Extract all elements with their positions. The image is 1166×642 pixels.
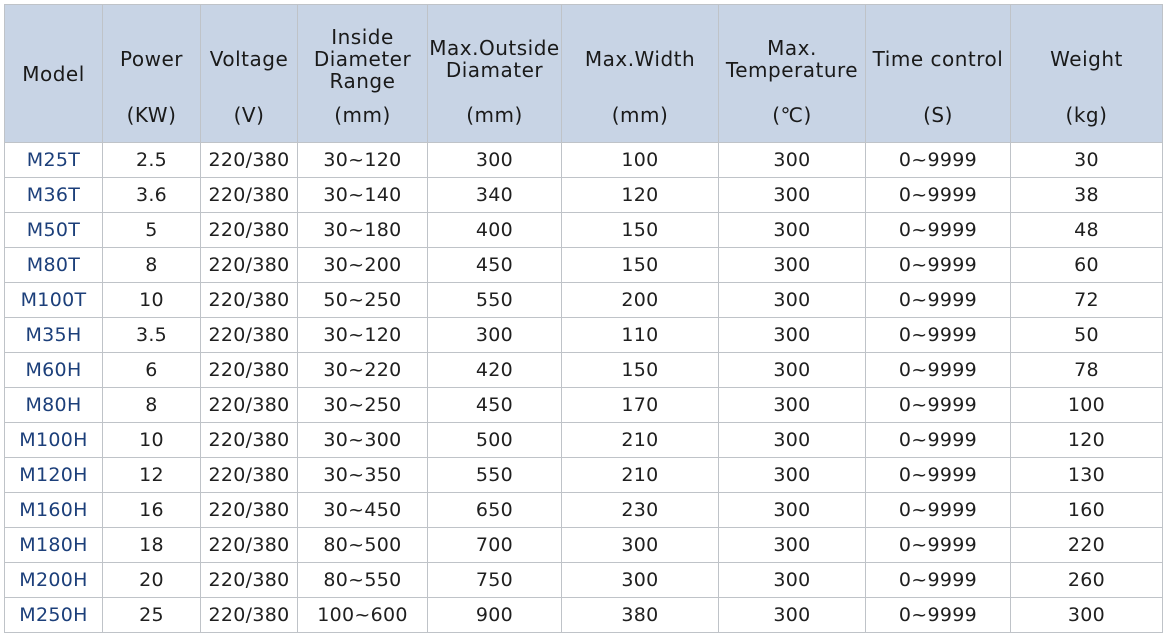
column-header-unit: (S) <box>923 103 953 127</box>
table-cell: 30~350 <box>298 458 428 493</box>
table-cell: 300 <box>719 283 866 318</box>
table-cell: 340 <box>428 178 562 213</box>
model-cell: M200H <box>5 563 103 598</box>
table-cell: 220/380 <box>201 598 298 633</box>
table-cell: 10 <box>103 283 201 318</box>
table-cell: 8 <box>103 388 201 423</box>
table-row <box>5 563 1163 598</box>
column-header-unit: (mm) <box>611 103 669 127</box>
table-cell: 220/380 <box>201 458 298 493</box>
table-cell: 6 <box>103 353 201 388</box>
model-cell: M250H <box>5 598 103 633</box>
table-cell: 0~9999 <box>866 528 1011 563</box>
table-cell: 12 <box>103 458 201 493</box>
table-cell: 0~9999 <box>866 493 1011 528</box>
table-cell: 0~9999 <box>866 143 1011 178</box>
column-header <box>866 5 1011 143</box>
table-cell: 220/380 <box>201 493 298 528</box>
table-row <box>5 388 1163 423</box>
table-cell: 300 <box>719 423 866 458</box>
table-cell: 300 <box>719 353 866 388</box>
table-cell: 220/380 <box>201 353 298 388</box>
column-header <box>5 5 103 143</box>
column-header-label: Max.Width <box>584 47 696 71</box>
table-row <box>5 423 1163 458</box>
table-cell: 650 <box>428 493 562 528</box>
column-header-unit: (KW) <box>126 103 177 127</box>
table-cell: 80~550 <box>298 563 428 598</box>
table-cell: 30~220 <box>298 353 428 388</box>
table-cell: 30~180 <box>298 213 428 248</box>
column-header <box>103 5 201 143</box>
table-cell: 0~9999 <box>866 353 1011 388</box>
table-cell: 48 <box>1011 213 1163 248</box>
model-cell: M25T <box>5 143 103 178</box>
column-header-unit: (kg) <box>1065 103 1108 127</box>
model-cell: M36T <box>5 178 103 213</box>
model-cell: M120H <box>5 458 103 493</box>
table-row <box>5 528 1163 563</box>
table-header <box>5 5 1163 143</box>
table-cell: 0~9999 <box>866 563 1011 598</box>
table-cell: 300 <box>719 528 866 563</box>
table-cell: 450 <box>428 388 562 423</box>
column-header-label: Inside Diameter Range <box>313 25 412 93</box>
model-cell: M160H <box>5 493 103 528</box>
table-cell: 120 <box>562 178 719 213</box>
table-cell: 900 <box>428 598 562 633</box>
table-cell: 0~9999 <box>866 598 1011 633</box>
table-cell: 210 <box>562 458 719 493</box>
column-header <box>201 5 298 143</box>
header-row <box>5 5 1163 143</box>
table-cell: 750 <box>428 563 562 598</box>
table-cell: 150 <box>562 213 719 248</box>
table-row <box>5 213 1163 248</box>
table-cell: 100~600 <box>298 598 428 633</box>
table-cell: 72 <box>1011 283 1163 318</box>
table-row <box>5 283 1163 318</box>
model-cell: M100T <box>5 283 103 318</box>
table-row <box>5 493 1163 528</box>
table-cell: 300 <box>719 388 866 423</box>
model-cell: M180H <box>5 528 103 563</box>
table-cell: 450 <box>428 248 562 283</box>
column-header-label: Model <box>22 61 85 86</box>
table-cell: 18 <box>103 528 201 563</box>
table-cell: 8 <box>103 248 201 283</box>
table-cell: 300 <box>1011 598 1163 633</box>
table-cell: 300 <box>719 248 866 283</box>
table-cell: 30~250 <box>298 388 428 423</box>
column-header <box>1011 5 1163 143</box>
table-cell: 60 <box>1011 248 1163 283</box>
table-cell: 210 <box>562 423 719 458</box>
table-cell: 700 <box>428 528 562 563</box>
table-cell: 300 <box>719 178 866 213</box>
table-cell: 400 <box>428 213 562 248</box>
table-cell: 30~120 <box>298 318 428 353</box>
table-cell: 220/380 <box>201 528 298 563</box>
column-header-unit: (℃) <box>772 103 812 127</box>
table-cell: 0~9999 <box>866 458 1011 493</box>
table-cell: 50~250 <box>298 283 428 318</box>
table-cell: 30~200 <box>298 248 428 283</box>
table-cell: 5 <box>103 213 201 248</box>
table-cell: 220/380 <box>201 143 298 178</box>
table-row <box>5 353 1163 388</box>
column-header-label: Time control <box>872 47 1004 71</box>
table-cell: 3.6 <box>103 178 201 213</box>
table-cell: 220/380 <box>201 213 298 248</box>
table-cell: 380 <box>562 598 719 633</box>
table-cell: 160 <box>1011 493 1163 528</box>
table-cell: 100 <box>562 143 719 178</box>
table-row <box>5 318 1163 353</box>
table-cell: 2.5 <box>103 143 201 178</box>
table-cell: 0~9999 <box>866 178 1011 213</box>
table-cell: 220 <box>1011 528 1163 563</box>
table-cell: 20 <box>103 563 201 598</box>
table-cell: 30~450 <box>298 493 428 528</box>
table-cell: 120 <box>1011 423 1163 458</box>
column-header-label: Max.Outside Diamater <box>429 36 560 82</box>
table-cell: 30~300 <box>298 423 428 458</box>
table-cell: 300 <box>719 318 866 353</box>
table-cell: 0~9999 <box>866 213 1011 248</box>
table-cell: 50 <box>1011 318 1163 353</box>
model-cell: M60H <box>5 353 103 388</box>
table-body <box>5 143 1163 633</box>
table-cell: 300 <box>428 318 562 353</box>
table-cell: 110 <box>562 318 719 353</box>
model-cell: M50T <box>5 213 103 248</box>
table-row <box>5 248 1163 283</box>
model-cell: M80H <box>5 388 103 423</box>
table-cell: 10 <box>103 423 201 458</box>
table-cell: 130 <box>1011 458 1163 493</box>
spec-table <box>4 4 1163 633</box>
table-cell: 150 <box>562 248 719 283</box>
table-cell: 220/380 <box>201 563 298 598</box>
table-cell: 150 <box>562 353 719 388</box>
column-header <box>298 5 428 143</box>
column-header <box>562 5 719 143</box>
table-cell: 420 <box>428 353 562 388</box>
table-cell: 0~9999 <box>866 318 1011 353</box>
table-cell: 220/380 <box>201 318 298 353</box>
table-cell: 300 <box>719 563 866 598</box>
table-cell: 80~500 <box>298 528 428 563</box>
table-cell: 0~9999 <box>866 423 1011 458</box>
table-row <box>5 598 1163 633</box>
table-cell: 220/380 <box>201 423 298 458</box>
table-row <box>5 143 1163 178</box>
table-cell: 300 <box>428 143 562 178</box>
table-cell: 38 <box>1011 178 1163 213</box>
table-cell: 0~9999 <box>866 248 1011 283</box>
table-cell: 220/380 <box>201 388 298 423</box>
table-row <box>5 458 1163 493</box>
table-cell: 300 <box>719 213 866 248</box>
table-cell: 78 <box>1011 353 1163 388</box>
table-cell: 200 <box>562 283 719 318</box>
table-cell: 30~140 <box>298 178 428 213</box>
table-row <box>5 178 1163 213</box>
table-cell: 16 <box>103 493 201 528</box>
table-cell: 500 <box>428 423 562 458</box>
table-cell: 0~9999 <box>866 283 1011 318</box>
table-cell: 220/380 <box>201 283 298 318</box>
table-cell: 230 <box>562 493 719 528</box>
table-cell: 220/380 <box>201 178 298 213</box>
table-cell: 300 <box>719 143 866 178</box>
column-header <box>719 5 866 143</box>
column-header-label: Voltage <box>209 47 289 71</box>
table-cell: 300 <box>719 493 866 528</box>
table-cell: 300 <box>719 598 866 633</box>
column-header-unit: (mm) <box>334 103 391 127</box>
model-cell: M80T <box>5 248 103 283</box>
table-cell: 550 <box>428 458 562 493</box>
column-header-unit: (mm) <box>466 103 523 127</box>
table-cell: 30 <box>1011 143 1163 178</box>
table-cell: 260 <box>1011 563 1163 598</box>
column-header-label: Max. Temperature <box>725 36 859 82</box>
table-cell: 300 <box>719 458 866 493</box>
model-cell: M35H <box>5 318 103 353</box>
table-cell: 220/380 <box>201 248 298 283</box>
table-cell: 0~9999 <box>866 388 1011 423</box>
table-cell: 100 <box>1011 388 1163 423</box>
table-cell: 300 <box>562 563 719 598</box>
table-cell: 25 <box>103 598 201 633</box>
column-header-label: Power <box>120 47 183 71</box>
column-header-label: Weight <box>1050 47 1123 71</box>
model-cell: M100H <box>5 423 103 458</box>
table-cell: 30~120 <box>298 143 428 178</box>
table-cell: 170 <box>562 388 719 423</box>
table-cell: 3.5 <box>103 318 201 353</box>
table-cell: 300 <box>562 528 719 563</box>
table-cell: 550 <box>428 283 562 318</box>
column-header <box>428 5 562 143</box>
column-header-unit: (V) <box>233 103 265 127</box>
